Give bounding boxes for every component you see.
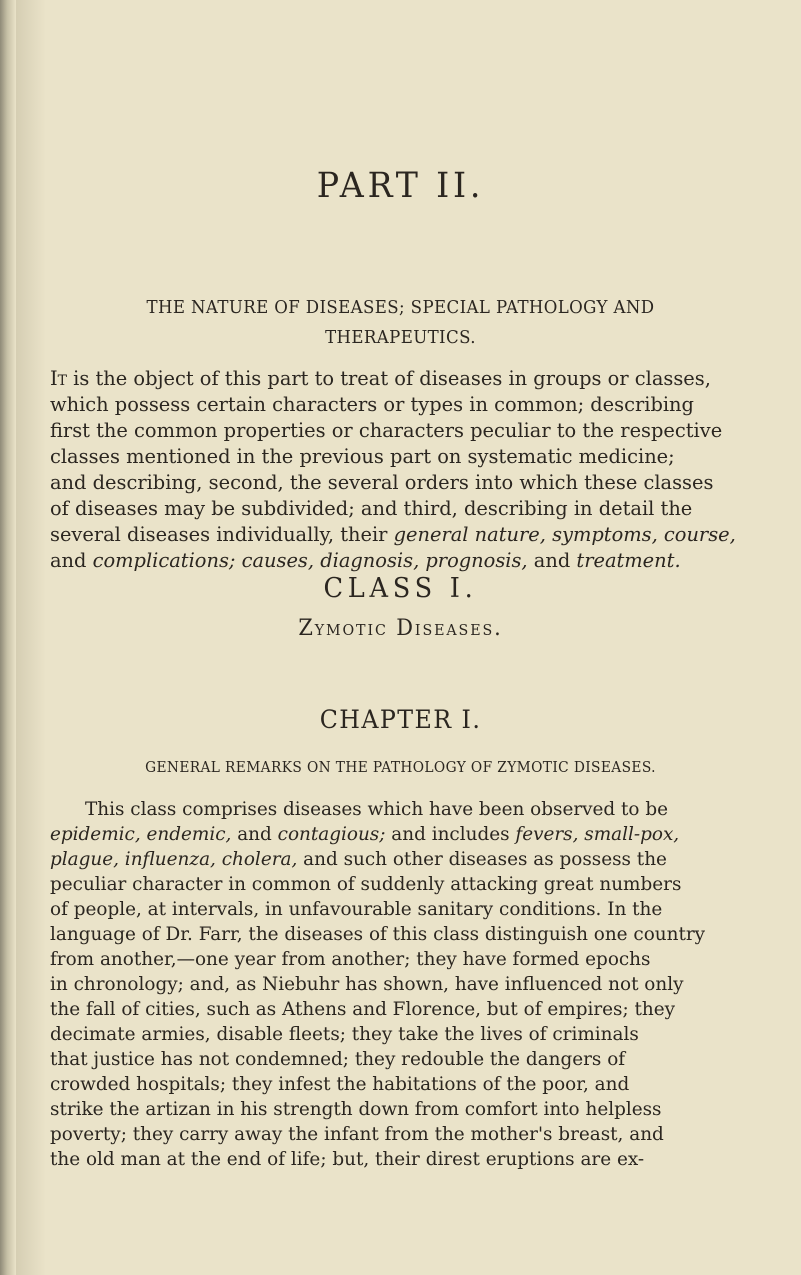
class-subheading: Zymotic Diseases. xyxy=(298,616,503,641)
intro-line: first the common properties or characters peculiar to the respective xyxy=(50,419,723,442)
chapter-line: epidemic, endemic, and contagious; and includes fevers, small-pox, xyxy=(50,824,680,845)
intro-line: of diseases may be subdivided; and third, describing in detail the xyxy=(50,497,693,520)
chapter-line: from another,—one year from another; they have formed epochs xyxy=(50,949,651,970)
chapter-line: plague, influenza, cholera, and such other diseases as possess the xyxy=(50,849,667,870)
intro-line: classes mentioned in the previous part on systematic medicine; xyxy=(50,445,675,468)
chapter-line: that justice has not condemned; they redouble the dangers of xyxy=(50,1049,626,1070)
chapter-line: peculiar character in common of suddenly attacking great numbers xyxy=(50,874,682,895)
part-heading: PART II. xyxy=(316,166,485,206)
section-title-line-2: THERAPEUTICS. xyxy=(325,328,476,348)
chapter-line: of people, at intervals, in unfavourable sanitary conditions. In the xyxy=(50,899,663,920)
section-title-line-1: THE NATURE OF DISEASES; SPECIAL PATHOLOGY AND xyxy=(146,298,655,318)
chapter-subheading: GENERAL REMARKS ON THE PATHOLOGY OF ZYMOTIC DISEASES. xyxy=(145,760,656,776)
chapter-line: This class comprises diseases which have been observed to be xyxy=(85,799,668,820)
intro-line: which possess certain characters or types in common; describing xyxy=(50,393,694,416)
chapter-line: strike the artizan in his strength down from comfort into helpless xyxy=(50,1099,662,1120)
chapter-line: crowded hospitals; they infest the habitations of the poor, and xyxy=(50,1074,630,1095)
chapter-line: the fall of cities, such as Athens and Florence, but of empires; they xyxy=(50,999,676,1020)
chapter-line: decimate armies, disable fleets; they take the lives of criminals xyxy=(50,1024,639,1045)
intro-line: and complications; causes, diagnosis, prognosis, and treatment. xyxy=(50,549,681,572)
intro-line: and describing, second, the several orders into which these classes xyxy=(50,471,714,494)
chapter-line: language of Dr. Farr, the diseases of this class distinguish one country xyxy=(50,924,706,945)
intro-line: several diseases individually, their general nature, symptoms, course, xyxy=(50,523,736,546)
chapter-line: in chronology; and, as Niebuhr has shown, have influenced not only xyxy=(50,974,684,995)
class-heading: CLASS I. xyxy=(323,573,478,604)
intro-line: It is the object of this part to treat of diseases in groups or classes, xyxy=(50,367,711,390)
chapter-heading: CHAPTER I. xyxy=(319,705,482,734)
chapter-line: poverty; they carry away the infant from the mother's breast, and xyxy=(50,1124,664,1145)
chapter-line: the old man at the end of life; but, their direst eruptions are ex- xyxy=(50,1149,645,1170)
